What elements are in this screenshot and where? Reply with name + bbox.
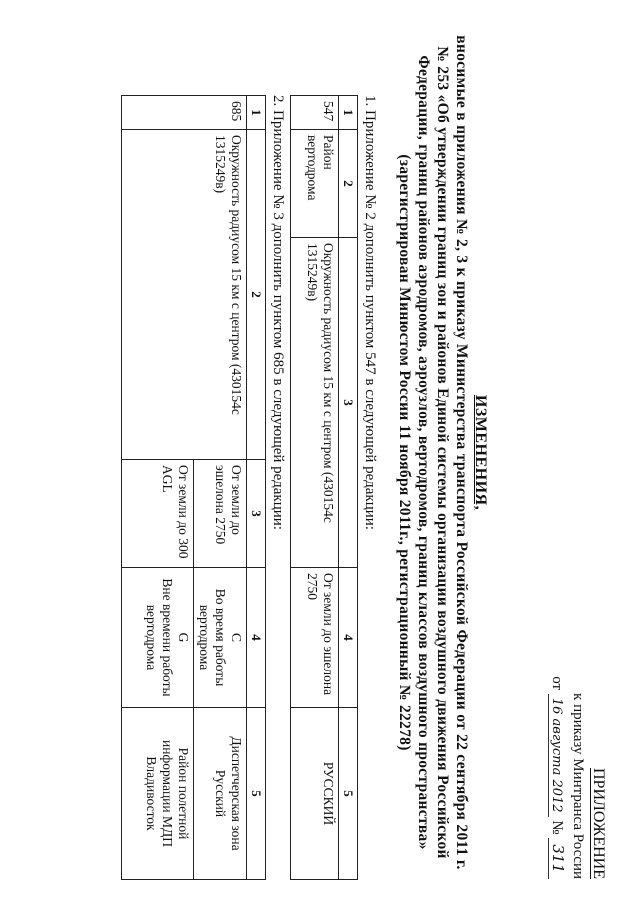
zone-boundary: Окружность радиусом 15 км с центром (430154с 1315249в) [291, 238, 339, 568]
altitude-range: От земли до эшелона 2750 [291, 568, 339, 708]
zone-type: Диспетчерская зона [229, 736, 244, 851]
section1-table [290, 95, 358, 880]
zone-type: Район полетной информации МДП [160, 740, 191, 847]
airspace-class: C [229, 632, 244, 642]
table-header-row: 1 2 3 4 5 [339, 96, 358, 880]
title-line-4: (зарегистрирован Минюстом России 11 ноября 2011г., регистрационный № 22278) [396, 154, 413, 751]
handwritten-date: 16 августа 2012 [548, 694, 564, 817]
city: Владивосток [144, 756, 159, 831]
document-title [395, 0, 490, 905]
airspace-class: G [176, 632, 191, 643]
appendix-label: ПРИЛОЖЕНИЕ [590, 767, 607, 879]
airspace-time: Во время работы вертодрома [197, 588, 228, 687]
title-heading: ИЗМЕНЕНИЯ, [472, 394, 489, 511]
row-number: 685 [122, 96, 247, 130]
airspace-time: Вне времени работы вертодрома [144, 578, 175, 697]
section2-caption: 2. Приложение № 3 дополнить пунктом 685 в следующей редакции: [270, 95, 286, 530]
table-row [291, 96, 339, 880]
appendix-date-line: от 16 августа 2012 № 311 [546, 676, 568, 879]
row-number: 547 [291, 96, 339, 130]
zone-type-cell [194, 708, 247, 880]
altitude-range: От земли до 300 AGL [122, 460, 194, 568]
zone-boundary: Окружность радиусом 15 км с центром (430154с 1315249в) [122, 130, 247, 460]
title-line-3: Федерации, границ районов аэродромов, аэроузлов, вертодромов, границ классов воздушного пространства» [415, 55, 432, 850]
altitude-range: От земли до эшелона 2750 [194, 460, 247, 568]
language: Русский [213, 769, 228, 818]
appendix-order-ref: к приказу Минтранса России [570, 693, 586, 879]
airspace-class-cell [194, 568, 247, 708]
title-line-1: вносимые в приложения № 2, 3 к приказу Министерства транспорта Российской Федерации от 22 сентября 2011 г. [453, 35, 470, 870]
section2-table [121, 95, 266, 880]
appendix-block [546, 676, 608, 879]
zone-type-cell [122, 708, 194, 880]
title-line-2: № 253 «Об утверждении границ зон и районов Единой системы организации воздушного движения Российской [434, 46, 451, 859]
airspace-class-cell [122, 568, 194, 708]
section1-caption: 1. Приложение № 2 дополнить пунктом 547 в следующей редакции: [362, 95, 378, 530]
handwritten-number: 311 [548, 838, 567, 879]
language: РУССКИЙ [291, 708, 339, 880]
zone-name: Район вертодрома [291, 130, 339, 238]
table-header-row: 1 2 3 4 5 [247, 96, 266, 880]
table-row [194, 96, 247, 880]
